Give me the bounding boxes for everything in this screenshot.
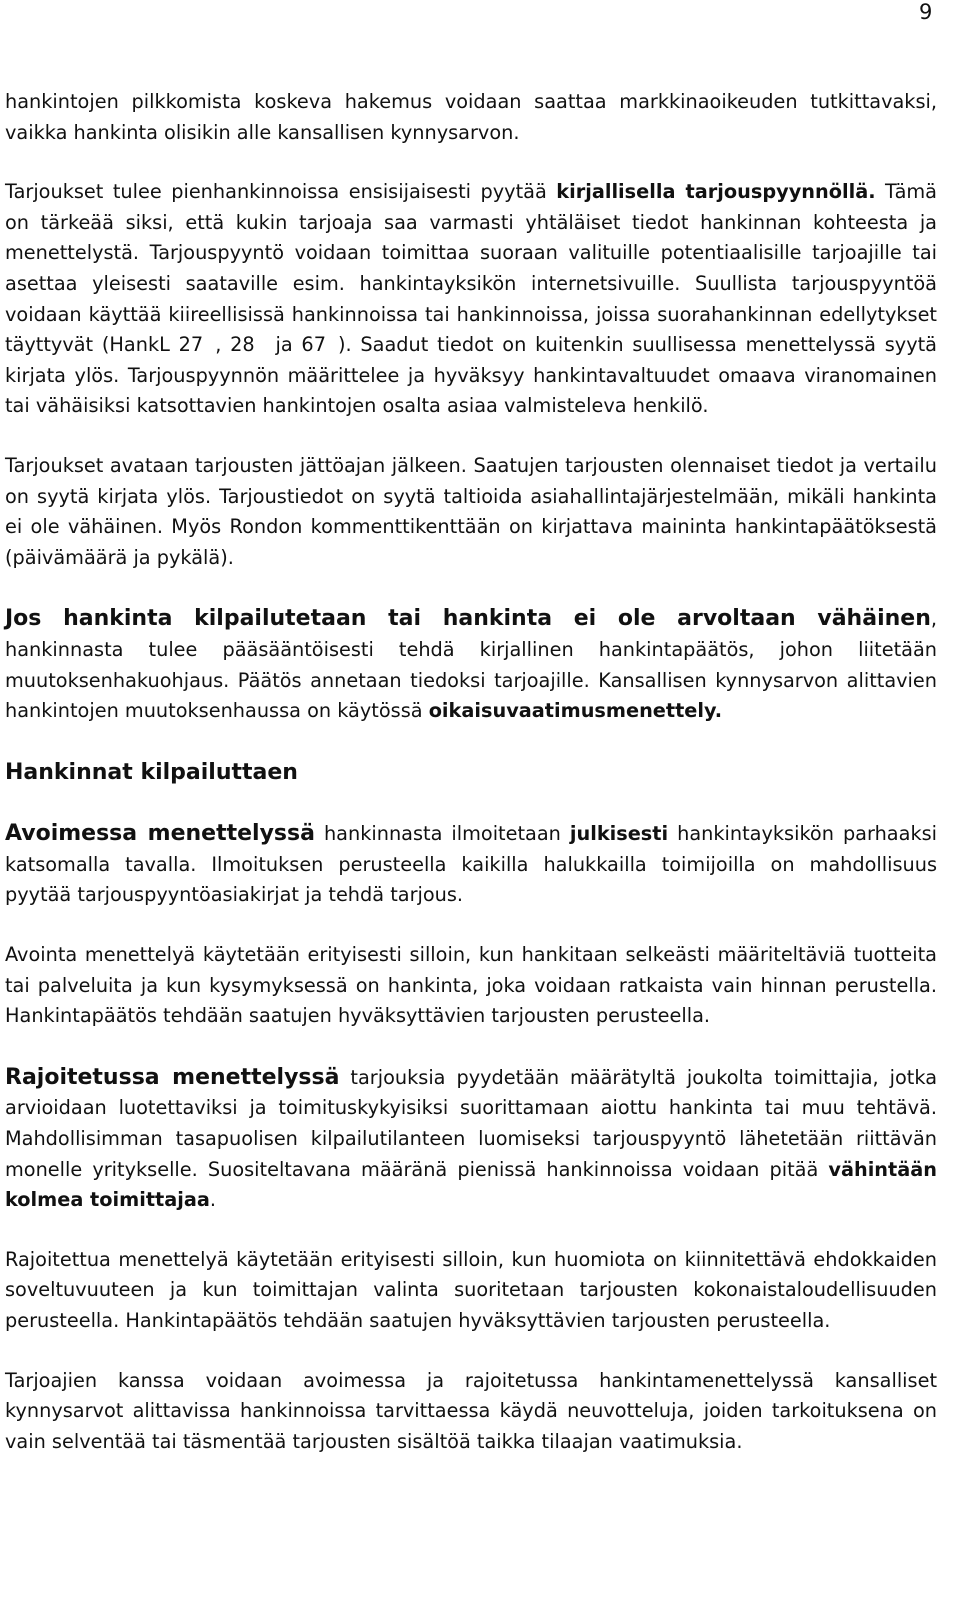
emphasis-open-procedure: Avoimessa menettelyssä — [5, 821, 315, 847]
paragraph-opening-bids: Tarjoukset avataan tarjousten jättöajan jälkeen. Saatujen tarjousten olennaiset tiedot ja vertailu on syytä kirjata ylös. Tarjoustiedot on syytä taltioida asiahallintajärjestelmään, mikäli hankinta ei ole vähäinen. Myös Rondon kommenttikenttään on kirjattava maininta hankintapäätöksestä (päivämäärä ja pykälä). — [5, 453, 937, 569]
text-span: Tämä on tärkeää siksi, että kukin tarjoaja saa varmasti yhtäläiset tiedot hankinnan kohteesta ja menettelystä. Tarjouspyyntö voidaan toimittaa suoraan valituille potentiaalisille tarjoajille tai asettaa yleisesti saataville esim. hankintayksikön internetsivuille. Suullista tarjouspyyntöä voidaan käyttää kiireellisissä hankinnoissa tai hankinnoissa, joissa suorahankinnan edellytykset täyttyvät (HankL 27 — [5, 180, 938, 357]
paragraph-open-usage: Avointa menettelyä käytetään erityisesti silloin, kun hankitaan selkeästi määriteltäviä tuotteita tai palveluita ja kun kysymyksessä on hankinta, joka voidaan ratkaista vain hinnan perustella. Hankintapäätös tehdään saatujen hyväksyttävien tarjousten perusteella. — [5, 943, 937, 1028]
emphasis-rectification: oikaisuvaatimusmenettely. — [428, 699, 723, 723]
emphasis-competition-lead: Jos hankinta kilpailutetaan tai hankinta ei ole arvoltaan vähäinen — [5, 606, 931, 632]
section-heading: Hankinnat kilpailuttaen — [5, 759, 298, 785]
text-span: hankintayksikön parhaaksi katsomalla tavalla. Ilmoituksen perusteella kaikilla halukkailla toimijoilla on mahdollisuus pyytää tarjouspyyntöasiakirjat ja tehdä tarjous. — [5, 822, 938, 907]
paragraph-negotiations: Tarjoajien kanssa voidaan avoimessa ja rajoitetussa hankintamenettelyssä kansalliset kynnysarvot alittavissa hankinnoissa tarvittaessa käydä neuvotteluja, joiden tarkoituksena on vain selventää tai täsmentää tarjousten sisältöä taikka tilaajan vaatimuksia. — [5, 1368, 937, 1453]
text-span: tarjouksia pyydetään määrätyltä joukolta toimittajia, jotka arvioidaan luotettaviksi ja toimituskykyisiksi suorittamaan aiottu hankinta tai muu tehtävä. Mahdollisimman tasapuolisen kilpailutilanteen luomiseksi tarjouspyyntö lähetetään riittävän monelle yritykselle. Suositeltavana määränä pienissä hankinnoissa voidaan pitää — [5, 1065, 938, 1181]
text-span: ja 67 — [266, 333, 326, 357]
paragraph-restricted-procedure — [5, 1063, 937, 1216]
paragraph-written-request — [5, 177, 937, 422]
text-span: ). Saadut tiedot on kuitenkin suullisessa menettelyssä syytä kirjata ylös. Tarjouspyynnön määrittelee ja hyväksyy hankintavaltuudet omaava viranomainen tai vähäisiksi katsottavien hankintojen osalta asiaa valmisteleva henkilö. — [5, 333, 937, 418]
paragraph-intro: hankintojen pilkkomista koskeva hakemus voidaan saattaa markkinaoikeuden tutkittavaksi, vaikka hankinta olisikin alle kansallisen kynnysarvon. — [5, 90, 937, 144]
paragraph-open-procedure — [5, 819, 937, 911]
text-span: , 28 — [215, 333, 255, 357]
text-span: , hankinnasta tulee pääsääntöisesti tehdä kirjallinen hankintapäätös, johon liitetään muutoksenhakuohjaus. Päätös annetaan tiedoksi tarjoajille. Kansallisen kynnysarvon alittavien hankintojen muutoksenhaussa on käytössä — [5, 607, 937, 723]
paragraph-decision — [5, 604, 937, 726]
emphasis-public: julkisesti — [569, 822, 669, 846]
text-span: Tarjoukset tulee pienhankinnoissa ensisijaisesti pyytää — [5, 180, 557, 204]
text-span: . — [209, 1188, 217, 1212]
page-number: 9 — [919, 0, 933, 24]
emphasis-three-suppliers: vähintään kolmea toimittajaa — [5, 1157, 937, 1212]
page-content — [5, 87, 937, 1457]
paragraph-restricted-usage: Rajoitettua menettelyä käytetään erityisesti silloin, kun huomiota on kiinnitettävä ehdokkaiden soveltuvuuteen ja kun toimittajan valinta suoritetaan tarjousten kokonaistaloudellisuuden perusteella. Hankintapäätös tehdään saatujen hyväksyttävien tarjousten perusteella. — [5, 1247, 937, 1332]
emphasis-written-request: kirjallisella tarjouspyynnöllä. — [556, 180, 876, 204]
text-span: hankinnasta ilmoitetaan — [314, 822, 570, 846]
emphasis-restricted-procedure: Rajoitetussa menettelyssä — [5, 1064, 340, 1090]
